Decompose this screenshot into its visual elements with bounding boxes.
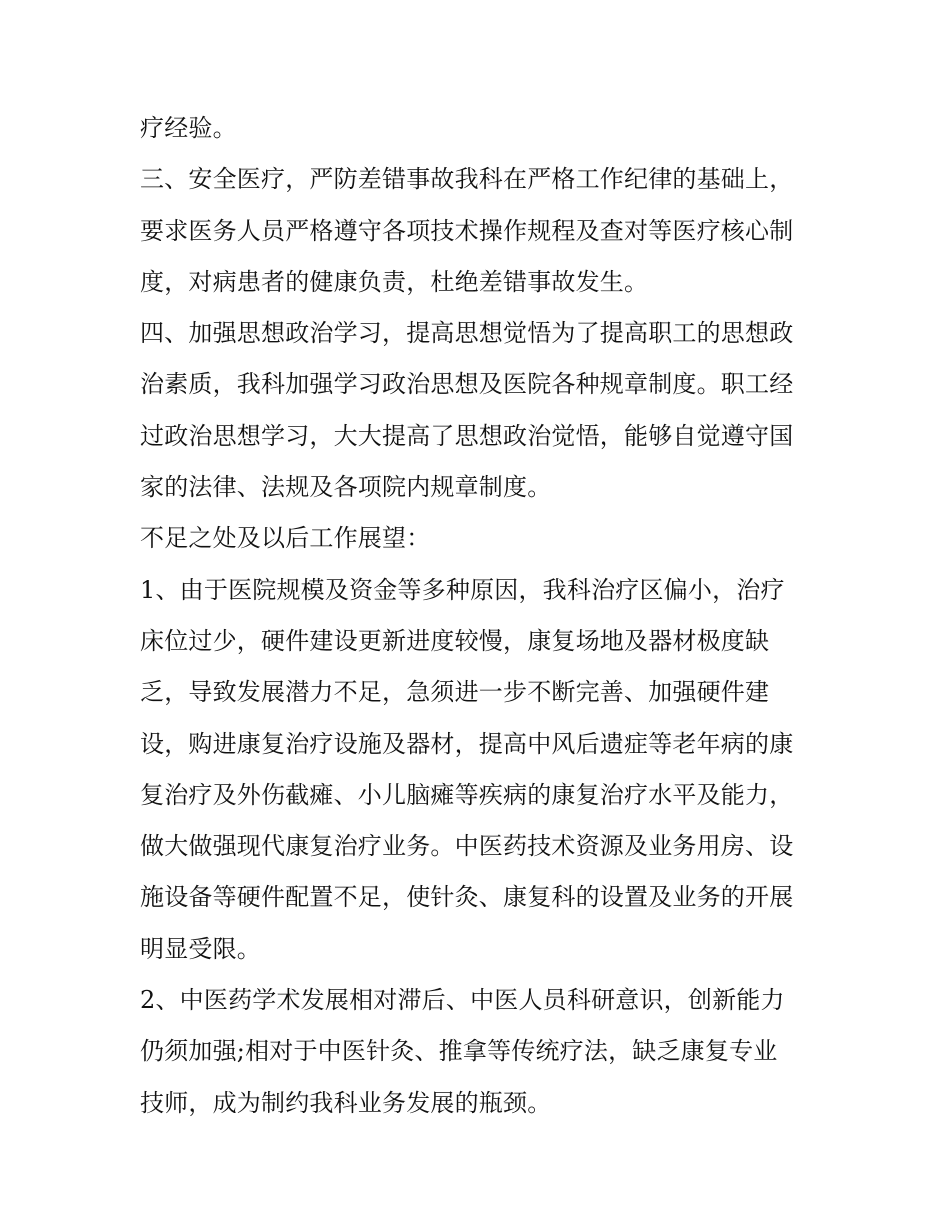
text-line: 施设备等硬件配置不足，使针灸、康复科的设置及业务的开展: [140, 883, 794, 912]
text-line: 过政治思想学习，大大提高了思想政治觉悟，能够自觉遵守国: [140, 421, 794, 450]
document-body: [140, 103, 820, 1129]
text-line: 复治疗及外伤截瘫、小儿脑瘫等疾病的康复治疗水平及能力，: [140, 780, 794, 809]
text-line: 做大做强现代康复治疗业务。中医药技术资源及业务用房、设: [140, 832, 794, 861]
text-line: 要求医务人员严格遵守各项技术操作规程及查对等医疗核心制: [140, 216, 794, 245]
text-line: 仍须加强;相对于中医针灸、推拿等传统疗法，缺乏康复专业: [140, 1037, 778, 1066]
text-line: 1、由于医院规模及资金等多种原因，我科治疗区偏小，治疗: [140, 575, 785, 604]
text-line: 明显受限。: [140, 934, 261, 963]
text-line: 三、安全医疗，严防差错事故我科在严格工作纪律的基础上，: [140, 165, 794, 194]
text-line: 度，对病患者的健康负责，杜绝差错事故发生。: [140, 267, 649, 296]
text-line: 2、中医药学术发展相对滞后、中医人员科研意识，创新能力: [140, 986, 785, 1015]
text-line: 技师，成为制约我科业务发展的瓶颈。: [140, 1088, 552, 1117]
text-line: 家的法律、法规及各项院内规章制度。: [140, 473, 552, 502]
text-line: 设，购进康复治疗设施及器材，提高中风后遗症等老年病的康: [140, 729, 794, 758]
text-line: 治素质，我科加强学习政治思想及医院各种规章制度。职工经: [140, 370, 794, 399]
text-line: 四、加强思想政治学习，提高思想觉悟为了提高职工的思想政: [140, 319, 794, 348]
text-line: 不足之处及以后工作展望：: [140, 524, 431, 553]
text-line: 乏，导致发展潜力不足，急须进一步不断完善、加强硬件建: [140, 678, 770, 707]
text-line: 床位过少，硬件建设更新进度较慢，康复场地及器材极度缺: [140, 626, 770, 655]
text-line: 疗经验。: [140, 114, 237, 142]
